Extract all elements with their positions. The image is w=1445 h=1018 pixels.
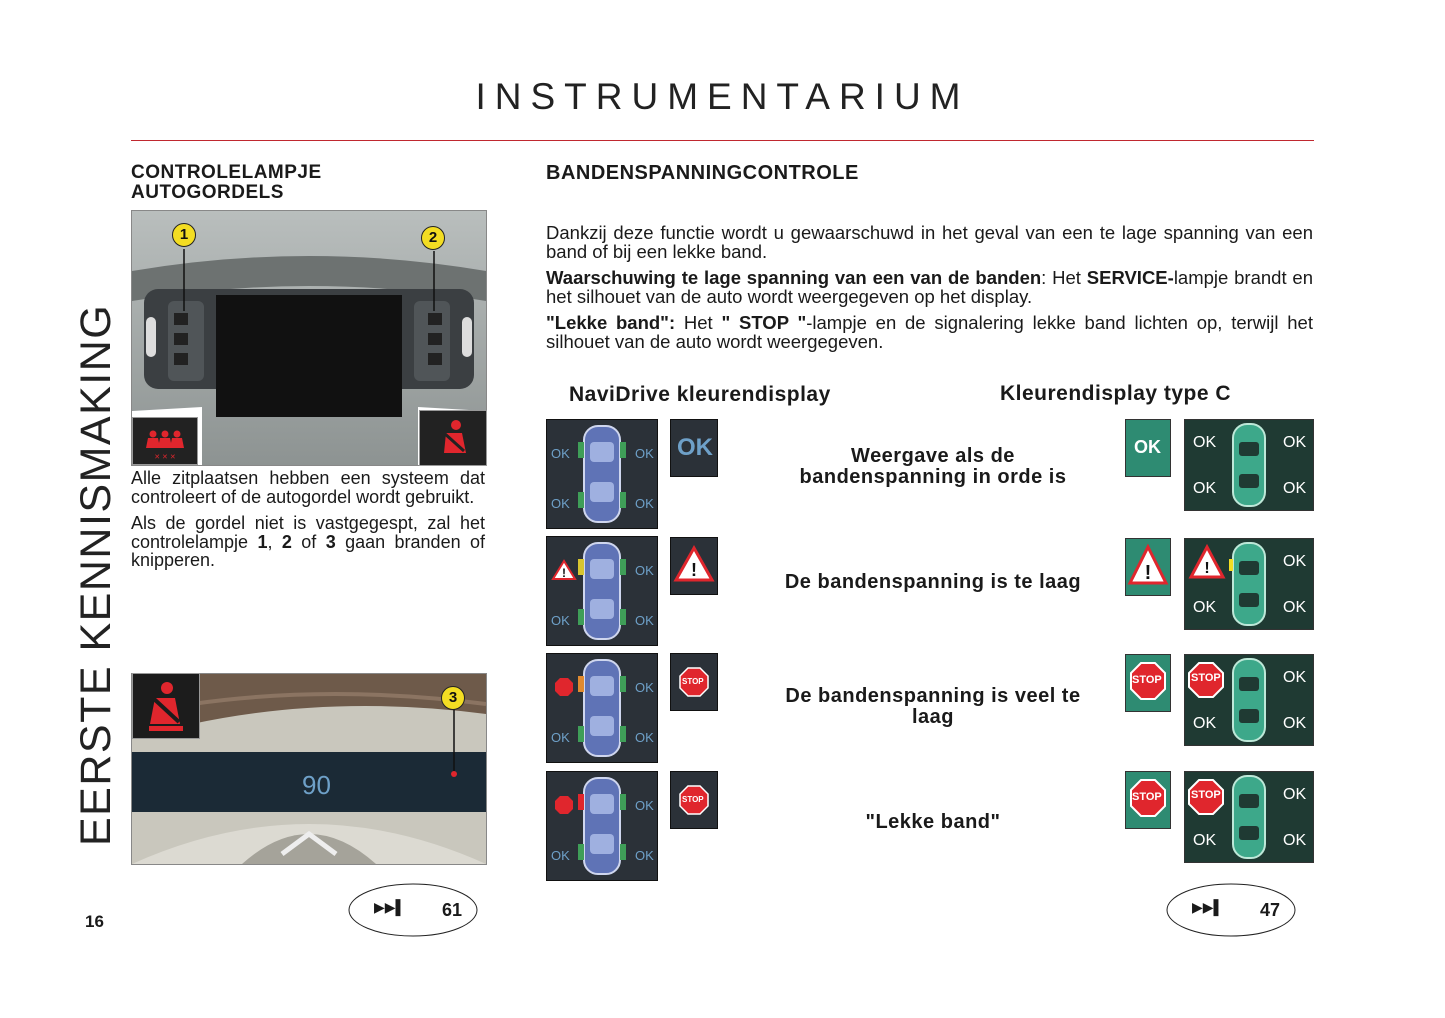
svg-text:!: ! <box>691 560 697 580</box>
seatbelt-heading: CONTROLELAMPJE AUTOGORDELS <box>131 162 322 203</box>
tire-flat-para: "Lekke band": Het " STOP "-lampje en de signalering lekke band lichten op, terwijl het silhouet van de auto wordt weergegeven. <box>546 312 1313 352</box>
front-seatbelt-lamp <box>419 410 487 466</box>
rear-seatbelt-lamp <box>132 417 198 465</box>
page-number: 16 <box>85 912 104 931</box>
ok-label: OK <box>551 848 570 863</box>
callout-3: 3 <box>441 686 465 710</box>
navidrive-ok-display <box>546 419 658 529</box>
navidrive-stop-icon: STOP <box>670 771 718 829</box>
svg-text:!: ! <box>1204 560 1210 577</box>
callout-1: 1 <box>172 223 196 247</box>
tire-pressure-heading: BANDENSPANNINGCONTROLE <box>546 162 859 184</box>
svg-text:✕ ✕ ✕: ✕ ✕ ✕ <box>154 454 176 461</box>
typec-ok-display: OK OK OK OK <box>1184 419 1314 511</box>
navidrive-low-display <box>546 536 658 646</box>
page-header-title: INSTRUMENTARIUM <box>475 76 970 117</box>
ok-label: OK <box>635 446 654 461</box>
ok-label: OK <box>635 680 654 695</box>
navidrive-column-heading: NaviDrive kleurendisplay <box>569 383 831 406</box>
typec-stop-icon: STOP <box>1125 654 1171 712</box>
navidrive-flat-display <box>546 771 658 881</box>
ok-label: OK <box>551 730 570 745</box>
seatbelt-text <box>131 469 485 578</box>
svg-text:!: ! <box>1144 562 1152 584</box>
row-label-ok: Weergave als de bandenspanning in orde is <box>799 445 1067 488</box>
page-reference-61[interactable] <box>346 880 480 940</box>
row-label-low: De bandenspanning is te laag <box>784 571 1082 593</box>
callout-2: 2 <box>421 226 445 250</box>
typec-stop-icon: STOP <box>1125 771 1171 829</box>
ok-label: OK <box>635 496 654 511</box>
seatbelt-para-1: Alle zitplaatsen hebben een systeem dat controleert of de autogordel wordt gebruikt. <box>131 468 485 507</box>
ok-label: OK <box>635 563 654 578</box>
seatbelt-para-2: Als de gordel niet is vastgegespt, zal het controlelampje 1, 2 of 3 gaan branden of knipperen. <box>131 513 485 570</box>
navidrive-warning-icon <box>670 537 718 595</box>
tire-warning-para: Waarschuwing te lage spanning van een van de banden: Het SERVICE-lampje brandt en het silhouet van de auto wordt weergegeven op het display. <box>546 267 1313 307</box>
row-label-very-low: De bandenspanning is veel te laag <box>785 685 1081 728</box>
svg-text:!: ! <box>562 566 566 580</box>
tire-pressure-text <box>546 224 1313 359</box>
ok-label: OK <box>635 798 654 813</box>
ok-label: OK <box>551 496 570 511</box>
page-ref-number: 61 <box>442 900 463 920</box>
row-label-flat: "Lekke band" <box>865 811 1001 833</box>
ok-label: OK <box>551 446 570 461</box>
typec-column-heading: Kleurendisplay type C <box>1000 382 1232 405</box>
navidrive-very-low-display <box>546 653 658 763</box>
typec-very-low-display: STOP OK OK OK <box>1184 654 1314 746</box>
forward-arrows-icon: ▶▶▌ <box>374 899 406 915</box>
ok-label: OK <box>551 613 570 628</box>
header-rule <box>131 140 1314 141</box>
page-ref-number: 47 <box>1260 900 1281 920</box>
typec-low-display: ! OK OK OK <box>1184 538 1314 630</box>
ok-label: OK <box>635 730 654 745</box>
navidrive-stop-icon: STOP <box>670 653 718 711</box>
forward-arrows-icon: ▶▶▌ <box>1192 899 1224 915</box>
tire-intro: Dankzij deze functie wordt u gewaarschuwd in het geval van een te lage spanning van een band of bij een lekke band. <box>546 222 1313 262</box>
typec-ok-icon: OK <box>1125 419 1171 477</box>
svg-text:90: 90 <box>302 770 331 800</box>
navidrive-ok-icon: OK <box>670 419 718 477</box>
ok-label: OK <box>635 848 654 863</box>
page-reference-47[interactable] <box>1164 880 1298 940</box>
seatbelt-warning-lamp <box>132 673 200 739</box>
typec-flat-display: STOP OK OK OK <box>1184 771 1314 863</box>
ok-label: OK <box>635 613 654 628</box>
typec-warning-icon <box>1125 538 1171 596</box>
side-section-title: EERSTE KENNISMAKING <box>72 303 120 846</box>
